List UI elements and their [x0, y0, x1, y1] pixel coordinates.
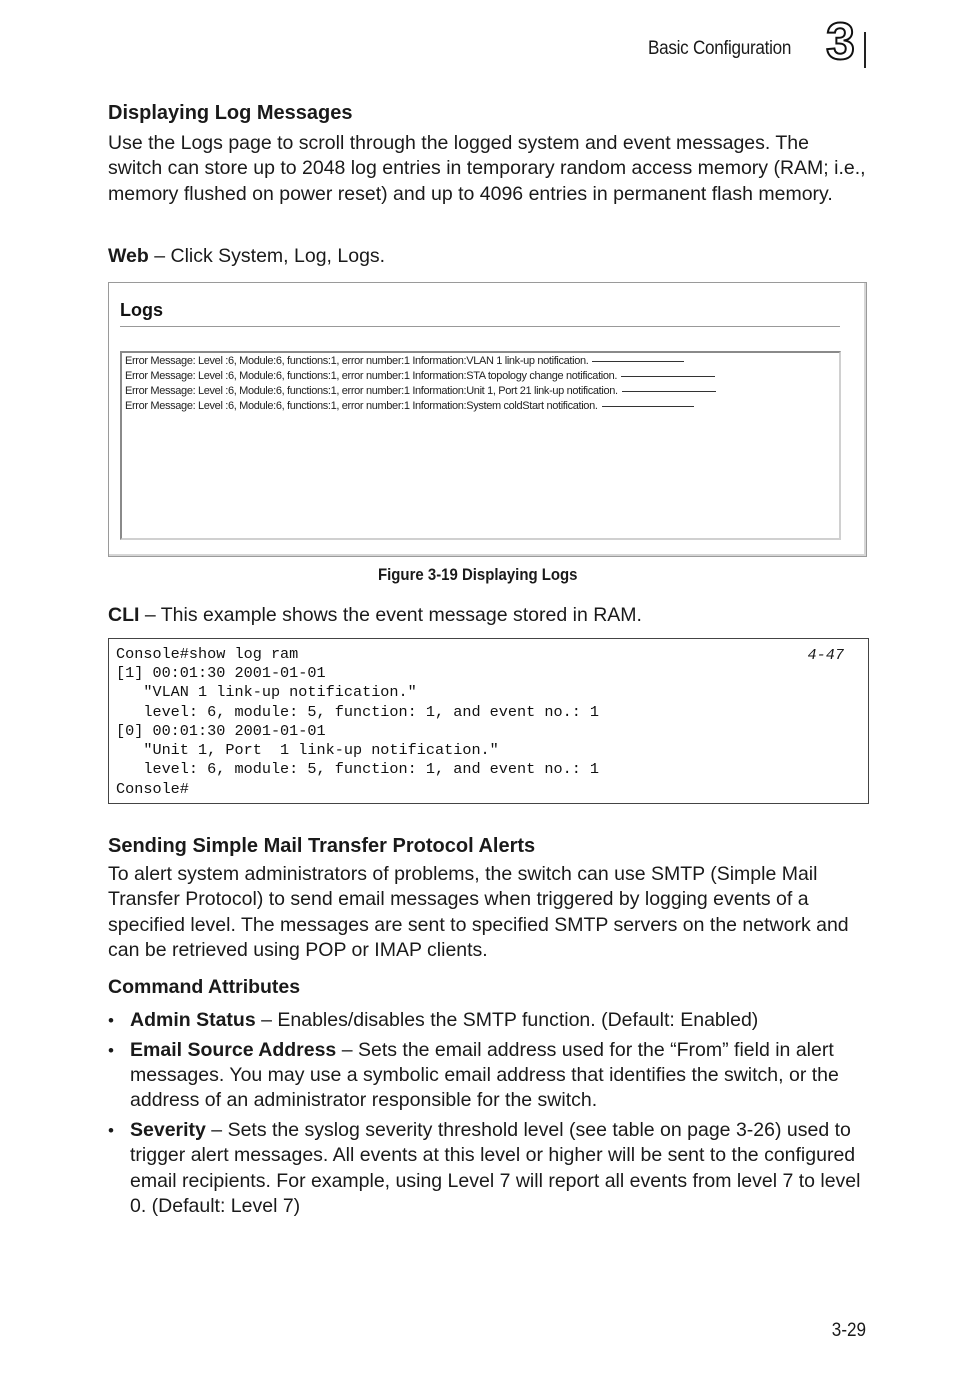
log-entry: Error Message: Level :6, Module:6, functions:1, error number:1 Information:STA topology change notification. [125, 370, 715, 382]
log-entry-leader-line [592, 361, 684, 362]
cli-line: Console#show log ram [116, 645, 299, 663]
section-paragraph-smtp: To alert system administrators of problems, the switch can use SMTP (Simple Mail Transfer Protocol) to send email messages when triggered by logging events of a specified level. The messages are sent to specified SMTP servers on the network and can be retrieved using POP or IMAP clients. [108, 863, 849, 961]
web-instruction [108, 245, 385, 268]
attribute-description: – Sets the email address used for the “From” field in alert messages. You may use a symbolic email address that identifies the switch, or the address of an administrator responsible for the switch. [130, 1038, 839, 1112]
chapter-number-badge [826, 13, 866, 71]
attribute-item-email-source-address [108, 1038, 868, 1114]
cli-line: "Unit 1, Port 1 link-up notification." [116, 741, 499, 759]
attribute-term: Admin Status [130, 1009, 256, 1031]
cli-page-reference: 4-47 [807, 646, 844, 664]
log-entry: Error Message: Level :6, Module:6, functions:1, error number:1 Information:VLAN 1 link-up notification. [125, 355, 684, 367]
web-instruction-text: – Click System, Log, Logs. [148, 245, 386, 267]
cli-line: level: 6, module: 5, function: 1, and event no.: 1 [116, 760, 600, 778]
figure-caption: Figure 3-19 Displaying Logs [378, 565, 578, 584]
cli-line: [0] 00:01:30 2001-01-01 [116, 722, 326, 740]
running-header-title: Basic Configuration [648, 38, 792, 59]
logs-panel-divider [120, 326, 840, 327]
attribute-term: Severity [130, 1119, 206, 1142]
cli-instruction-text: – This example shows the event message stored in RAM. [139, 604, 642, 626]
attribute-description: – Enables/disables the SMTP function. (Default: Enabled) [255, 1009, 759, 1031]
log-entry: Error Message: Level :6, Module:6, functions:1, error number:1 Information:System coldStart notification. [125, 400, 694, 412]
command-attributes-heading: Command Attributes [108, 976, 301, 998]
section-heading-log-messages: Displaying Log Messages [108, 102, 353, 124]
cli-line: [1] 00:01:30 2001-01-01 [116, 664, 326, 682]
cli-example-box [108, 638, 869, 804]
cli-label: CLI [108, 604, 140, 626]
logs-panel-title: Logs [120, 300, 163, 320]
page-number: 3-29 [831, 1320, 866, 1341]
cli-line: Console# [116, 780, 189, 798]
command-attributes-list [108, 1008, 868, 1224]
log-entry-leader-line [602, 406, 694, 407]
cli-line: level: 6, module: 5, function: 1, and event no.: 1 [116, 703, 600, 721]
logs-list-box[interactable] [120, 351, 841, 540]
logs-page-screenshot [108, 282, 867, 557]
section-heading-smtp-alerts: Sending Simple Mail Transfer Protocol Alerts [108, 835, 536, 857]
chapter-number: 3 [826, 13, 855, 71]
attribute-term: Email Source Address [130, 1038, 337, 1061]
log-entry: Error Message: Level :6, Module:6, functions:1, error number:1 Information:Unit 1, Port 21 link-up notification. [125, 385, 716, 397]
log-entry-leader-line [622, 391, 716, 392]
attribute-item-admin-status [108, 1008, 868, 1033]
attribute-description: – Sets the syslog severity threshold level (see table on page 3-26) used to trigger alert messages. All events at this level or higher will be sent to the configured email recipients. For example, using Level 7 will report all events from level 7 to level 0. (Default: Level 7) [130, 1119, 861, 1218]
attribute-item-severity [108, 1118, 868, 1219]
cli-line: "VLAN 1 link-up notification." [116, 683, 417, 701]
header-divider [864, 32, 866, 68]
web-label: Web [108, 245, 149, 267]
log-entry-leader-line [621, 376, 715, 377]
cli-instruction [108, 604, 642, 627]
section-paragraph-logs: Use the Logs page to scroll through the logged system and event messages. The switch can store up to 2048 log entries in temporary random access memory (RAM; i.e., memory flushed on power reset) and up to 4096 entries in permanent flash memory. [108, 132, 866, 205]
